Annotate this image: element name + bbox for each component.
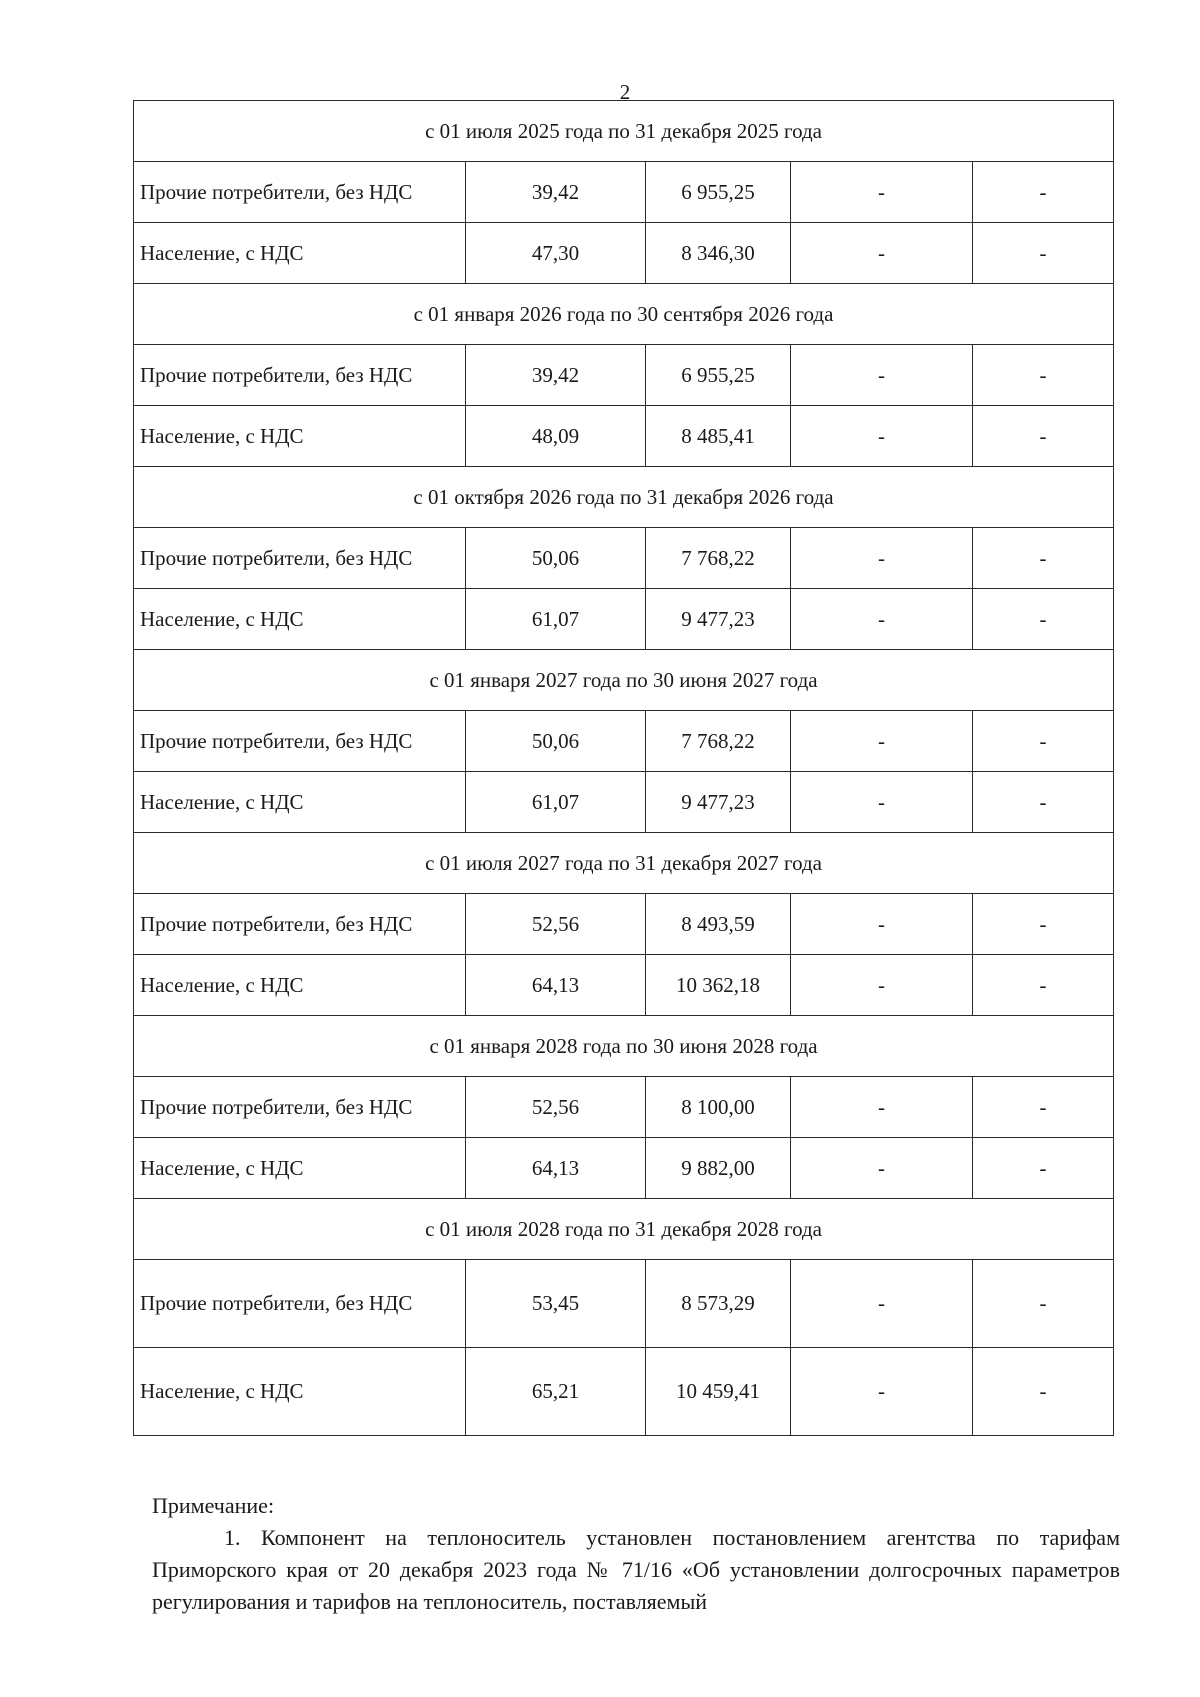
- tariff-value-2: 9 477,23: [646, 589, 791, 650]
- consumer-label: Население, с НДС: [134, 772, 466, 833]
- consumer-label: Прочие потребители, без НДС: [134, 894, 466, 955]
- tariff-value-2: 8 100,00: [646, 1077, 791, 1138]
- tariff-value-2: 7 768,22: [646, 711, 791, 772]
- tariff-value-1: 65,21: [466, 1348, 646, 1436]
- tariff-value-1: 61,07: [466, 772, 646, 833]
- tariff-value-1: 52,56: [466, 894, 646, 955]
- tariff-value-3: -: [791, 589, 973, 650]
- tariff-value-4: -: [973, 772, 1114, 833]
- table-row: [134, 528, 1114, 589]
- tariff-value-3: -: [791, 894, 973, 955]
- tariff-value-3: -: [791, 406, 973, 467]
- consumer-label: Население, с НДС: [134, 1138, 466, 1199]
- consumer-label: Население, с НДС: [134, 589, 466, 650]
- tariff-value-4: -: [973, 1348, 1114, 1436]
- consumer-label: Население, с НДС: [134, 955, 466, 1016]
- table-row: [134, 345, 1114, 406]
- table-row: [134, 406, 1114, 467]
- consumer-label: Прочие потребители, без НДС: [134, 1260, 466, 1348]
- tariff-value-3: -: [791, 1260, 973, 1348]
- tariff-value-2: 10 459,41: [646, 1348, 791, 1436]
- tariff-value-2: 8 485,41: [646, 406, 791, 467]
- period-title: с 01 января 2027 года по 30 июня 2027 года: [134, 650, 1114, 711]
- tariff-value-4: -: [973, 1077, 1114, 1138]
- tariff-value-1: 61,07: [466, 589, 646, 650]
- period-title: с 01 октября 2026 года по 31 декабря 2026 года: [134, 467, 1114, 528]
- tariff-value-4: -: [973, 406, 1114, 467]
- period-title: с 01 июля 2028 года по 31 декабря 2028 года: [134, 1199, 1114, 1260]
- consumer-label: Население, с НДС: [134, 406, 466, 467]
- tariff-value-4: -: [973, 528, 1114, 589]
- tariff-value-2: 9 882,00: [646, 1138, 791, 1199]
- tariff-value-3: -: [791, 1138, 973, 1199]
- tariff-value-2: 8 346,30: [646, 223, 791, 284]
- period-header-row: [134, 650, 1114, 711]
- tariff-value-1: 50,06: [466, 711, 646, 772]
- note-text: 1. Компонент на теплоноситель установлен постановлением агентства по тарифам Приморского края от 20 декабря 2023 года № 71/16 «Об установлении долгосрочных параметров регулирования и тарифов на теплоноситель, поставляемый: [152, 1525, 1120, 1614]
- tariff-value-4: -: [973, 1138, 1114, 1199]
- table-row: [134, 1260, 1114, 1348]
- note-block: [152, 1490, 1120, 1618]
- tariff-value-3: -: [791, 345, 973, 406]
- consumer-label: Население, с НДС: [134, 1348, 466, 1436]
- table-row: [134, 1348, 1114, 1436]
- tariff-value-1: 39,42: [466, 345, 646, 406]
- tariff-value-1: 48,09: [466, 406, 646, 467]
- tariff-value-1: 39,42: [466, 162, 646, 223]
- tariff-value-1: 64,13: [466, 1138, 646, 1199]
- consumer-label: Прочие потребители, без НДС: [134, 345, 466, 406]
- table-row: [134, 894, 1114, 955]
- table-row: [134, 711, 1114, 772]
- tariff-value-3: -: [791, 955, 973, 1016]
- tariff-value-1: 64,13: [466, 955, 646, 1016]
- period-header-row: [134, 284, 1114, 345]
- tariff-value-4: -: [973, 894, 1114, 955]
- period-header-row: [134, 833, 1114, 894]
- tariff-value-1: 53,45: [466, 1260, 646, 1348]
- table-row: [134, 589, 1114, 650]
- tariff-value-2: 9 477,23: [646, 772, 791, 833]
- tariff-value-4: -: [973, 1260, 1114, 1348]
- tariff-value-4: -: [973, 223, 1114, 284]
- tariff-value-4: -: [973, 955, 1114, 1016]
- tariff-value-1: 50,06: [466, 528, 646, 589]
- tariff-value-3: -: [791, 223, 973, 284]
- tariff-value-2: 10 362,18: [646, 955, 791, 1016]
- tariff-value-3: -: [791, 1077, 973, 1138]
- table-row: [134, 1077, 1114, 1138]
- tariff-value-2: 8 573,29: [646, 1260, 791, 1348]
- tariff-value-4: -: [973, 711, 1114, 772]
- table-row: [134, 772, 1114, 833]
- note-title: Примечание:: [152, 1493, 275, 1518]
- consumer-label: Прочие потребители, без НДС: [134, 711, 466, 772]
- tariff-value-3: -: [791, 711, 973, 772]
- tariff-value-3: -: [791, 528, 973, 589]
- tariff-value-2: 6 955,25: [646, 162, 791, 223]
- consumer-label: Прочие потребители, без НДС: [134, 528, 466, 589]
- tariff-value-3: -: [791, 162, 973, 223]
- period-title: с 01 января 2028 года по 30 июня 2028 года: [134, 1016, 1114, 1077]
- table-row: [134, 223, 1114, 284]
- page-number: 2: [619, 80, 631, 104]
- period-header-row: [134, 467, 1114, 528]
- tariff-value-2: 7 768,22: [646, 528, 791, 589]
- table-row: [134, 1138, 1114, 1199]
- tariff-table: [133, 100, 1114, 1436]
- tariff-value-3: -: [791, 1348, 973, 1436]
- tariff-value-4: -: [973, 589, 1114, 650]
- tariff-value-4: -: [973, 345, 1114, 406]
- tariff-value-4: -: [973, 162, 1114, 223]
- tariff-value-1: 52,56: [466, 1077, 646, 1138]
- period-header-row: [134, 1199, 1114, 1260]
- period-title: с 01 января 2026 года по 30 сентября 2026 года: [134, 284, 1114, 345]
- table-row: [134, 955, 1114, 1016]
- period-header-row: [134, 101, 1114, 162]
- period-title: с 01 июля 2025 года по 31 декабря 2025 года: [134, 101, 1114, 162]
- period-header-row: [134, 1016, 1114, 1077]
- consumer-label: Прочие потребители, без НДС: [134, 1077, 466, 1138]
- consumer-label: Прочие потребители, без НДС: [134, 162, 466, 223]
- tariff-value-3: -: [791, 772, 973, 833]
- tariff-value-2: 8 493,59: [646, 894, 791, 955]
- consumer-label: Население, с НДС: [134, 223, 466, 284]
- tariff-value-2: 6 955,25: [646, 345, 791, 406]
- tariff-value-1: 47,30: [466, 223, 646, 284]
- table-row: [134, 162, 1114, 223]
- period-title: с 01 июля 2027 года по 31 декабря 2027 года: [134, 833, 1114, 894]
